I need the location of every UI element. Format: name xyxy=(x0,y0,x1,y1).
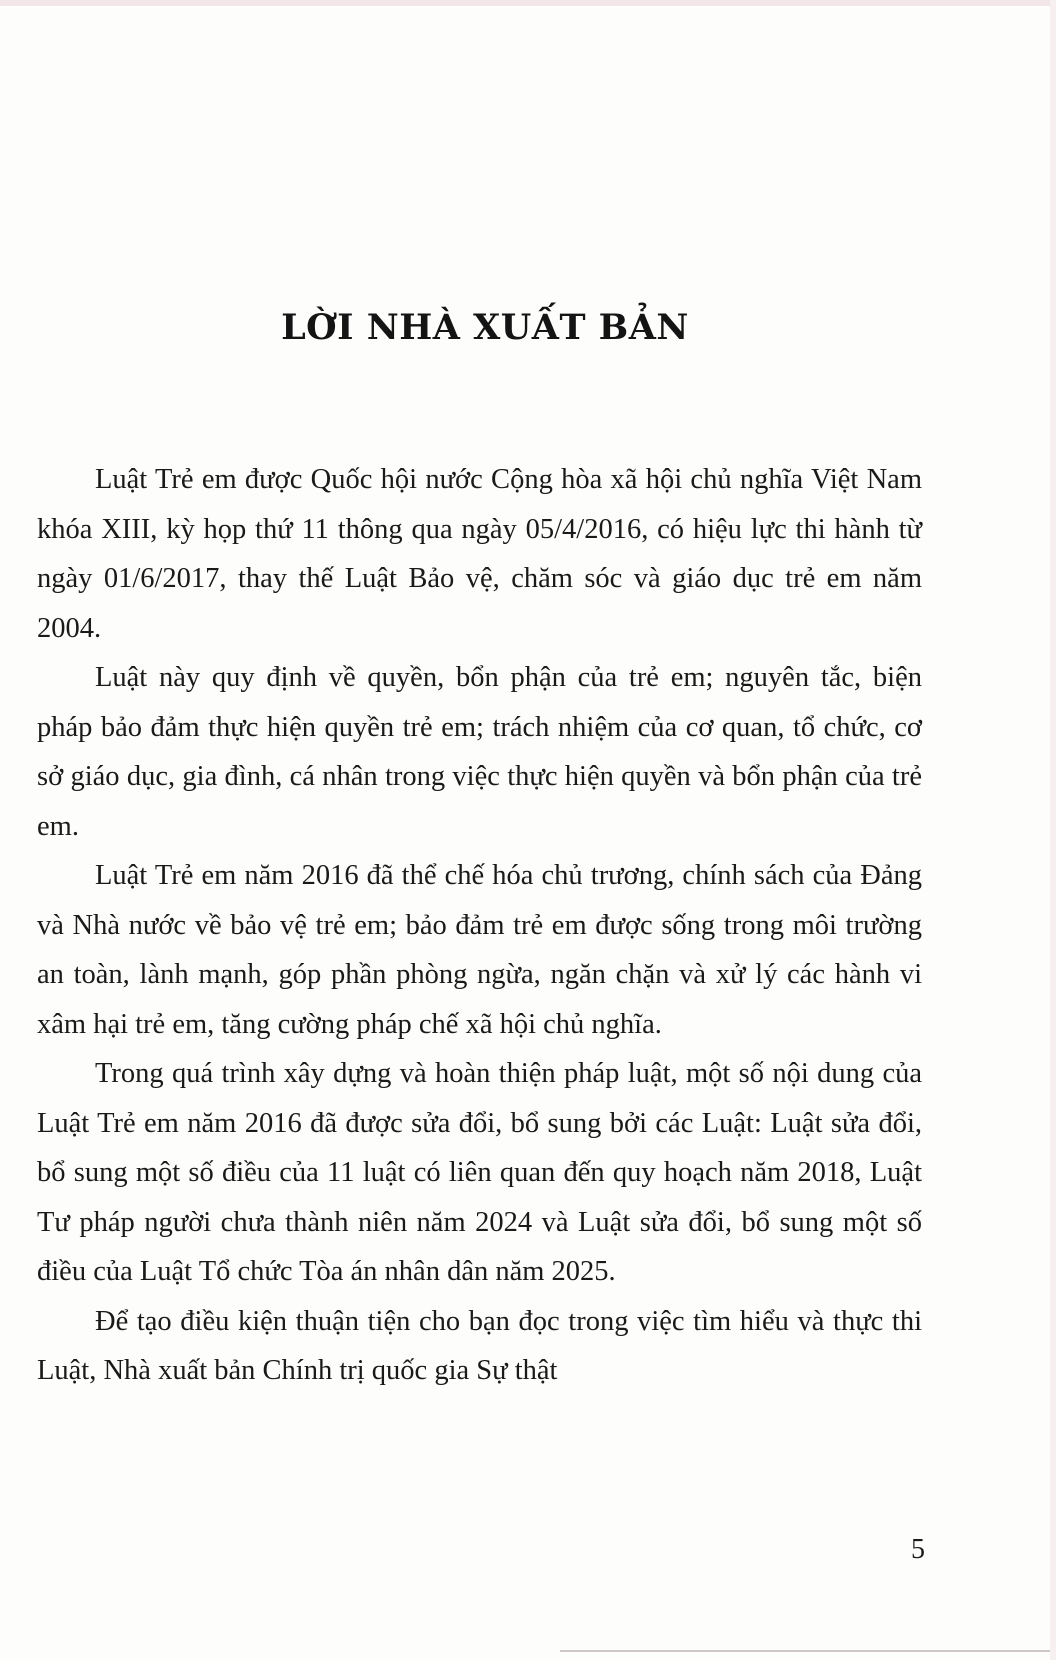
paragraph-2: Luật này quy định về quyền, bổn phận của trẻ em; nguyên tắc, biện pháp bảo đảm thực hiện quyền trẻ em; trách nhiệm của cơ quan, tổ chức, cơ sở giáo dục, gia đình, cá nhân trong việc thực hiện quyền và bổn phận của trẻ em. xyxy=(37,662,922,842)
paragraph-1: Luật Trẻ em được Quốc hội nước Cộng hòa xã hội chủ nghĩa Việt Nam khóa XIII, kỳ họp thứ 11 thông qua ngày 05/4/2016, có hiệu lực thi hành từ ngày 01/6/2017, thay thế Luật Bảo vệ, chăm sóc và giáo dục trẻ em năm 2004. xyxy=(37,464,922,644)
paragraph-5: Để tạo điều kiện thuận tiện cho bạn đọc trong việc tìm hiểu và thực thi Luật, Nhà xuất bản Chính trị quốc gia Sự thật xyxy=(37,1305,922,1386)
body-text xyxy=(37,455,922,1396)
page-number: 5 xyxy=(911,1534,925,1565)
page-right-edge xyxy=(1050,0,1056,1660)
bottom-edge-rule xyxy=(560,1650,1050,1652)
paragraph-3: Luật Trẻ em năm 2016 đã thể chế hóa chủ trương, chính sách của Đảng và Nhà nước về bảo vệ trẻ em; bảo đảm trẻ em được sống trong môi trường an toàn, lành mạnh, góp phần phòng ngừa, ngăn chặn và xử lý các hành vi xâm hại trẻ em, tăng cường pháp chế xã hội chủ nghĩa. xyxy=(37,860,922,1040)
page-title: LỜI NHÀ XUẤT BẢN xyxy=(281,307,689,348)
paragraph-4: Trong quá trình xây dựng và hoàn thiện pháp luật, một số nội dung của Luật Trẻ em năm 2016 đã được sửa đổi, bổ sung bởi các Luật: Luật sửa đổi, bổ sung một số điều của 11 luật có liên quan đến quy hoạch năm 2018, Luật Tư pháp người chưa thành niên năm 2024 và Luật sửa đổi, bổ sung một số điều của Luật Tổ chức Tòa án nhân dân năm 2025. xyxy=(37,1058,922,1287)
page-top-edge xyxy=(0,0,1056,6)
